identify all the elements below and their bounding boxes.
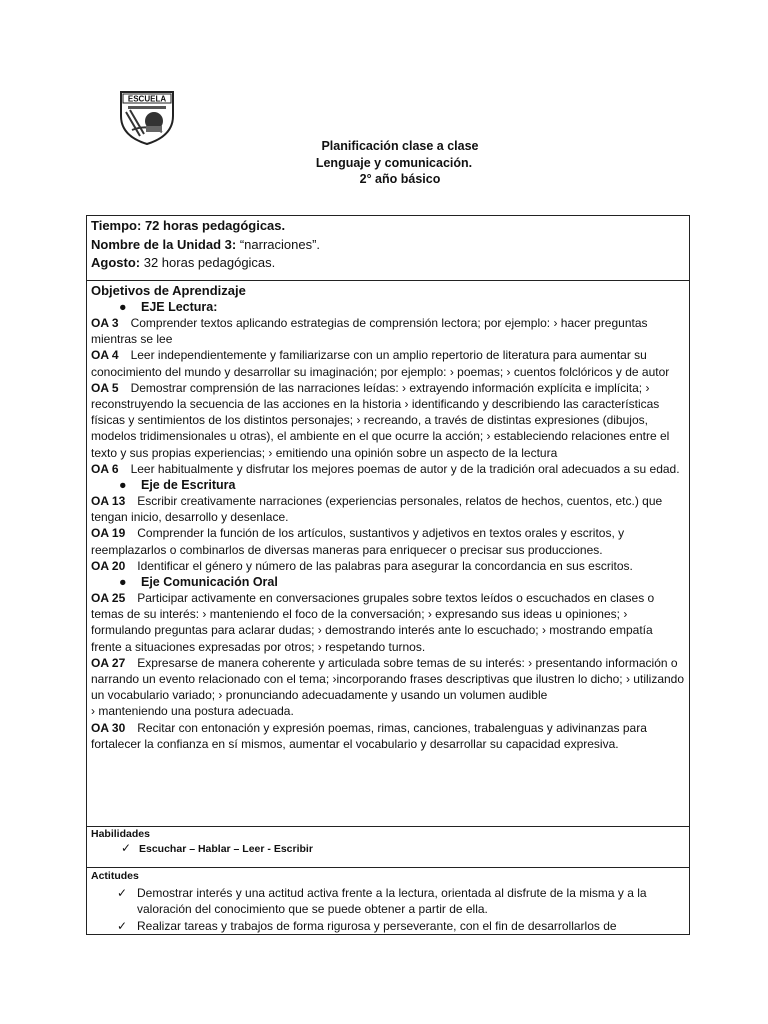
eje-comunicacion-oral: ● Eje Comunicación Oral <box>119 575 278 590</box>
check-icon: ✓ <box>121 841 132 855</box>
eje-lectura: ● EJE Lectura: <box>119 300 218 314</box>
objetivos-title: Objetivos de Aprendizaje <box>91 283 246 298</box>
unidad-line: Nombre de la Unidad 3: “narraciones”. <box>91 236 321 252</box>
habilidades-item: ✓ Escuchar – Hablar – Leer - Escribir <box>121 841 313 855</box>
objetivos-cell <box>87 281 690 827</box>
oa-item: OA 5 Demostrar comprensión de las narraciones leídas: › extrayendo información explícita e implícita; › reconstruyendo la secuencia de las acciones en la historia › identificando y describiendo las características físicas y sentimientos de los distintos personajes; › recreando, a través de distintas expresiones (dibujos, modelos tridimensionales u otras), el ambiente en el que ocurre la acción; › estableciendo relaciones entre el texto y sus propias experiencias; › emitiendo una opinión sobre un aspecto de la lectura <box>91 380 670 460</box>
tiempo-line: Tiempo: 72 horas pedagógicas. <box>91 218 286 233</box>
agosto-line: Agosto: 32 horas pedagógicas. <box>91 255 276 270</box>
school-crest-logo <box>118 90 176 146</box>
oa-item: OA 25 Participar activamente en conversaciones grupales sobre textos leídos o escuchados en clases o temas de su interés: › manteniendo el foco de la conversación; › expresando sus ideas u opiniones; › formulando preguntas para aclarar dudas; › demostrando interés ante lo escuchado; › mostrando empatía frente a situaciones expresadas por otros; › respetando turnos. <box>91 591 655 654</box>
check-icon: ✓ <box>117 918 128 933</box>
oa-item: › manteniendo una postura adecuada. <box>91 704 294 719</box>
oa-item: OA 4 Leer independientemente y familiarizarse con un amplio repertorio de literatura para aumentar su conocimiento del mundo y desarrollar su imaginación; por ejemplo: › poemas; › cuentos folclóricos y de autor <box>91 348 670 379</box>
check-icon: ✓ <box>117 885 128 900</box>
svg-text:ESCUELA: ESCUELA <box>127 94 167 104</box>
oa-item: OA 19 Comprender la función de los artículos, sustantivos y adjetivos en textos orales y escritos, y reemplazarlos o combinarlos de diversas maneras para enriquecer o precisar sus producciones. <box>91 526 625 557</box>
oa-item: OA 3 Comprender textos aplicando estrategias de comprensión lectora; por ejemplo: › hacer preguntas mientras se lee <box>91 316 648 347</box>
header-title: Planificación clase a clase <box>321 139 479 153</box>
planning-table <box>86 215 690 935</box>
oa-item: OA 13 Escribir creativamente narraciones (experiencias personales, relatos de hechos, cuentos, etc.) que tengan inicio, desarrollo y desenlace. <box>91 494 663 525</box>
oa-item: OA 30 Recitar con entonación y expresión poemas, rimas, canciones, trabalenguas y adivinanzas para fortalecer la confianza en sí mismos, aumentar el vocabulario y desarrollar su capacidad expresiva. <box>91 720 647 751</box>
actitudes-title: Actitudes <box>91 870 139 882</box>
actitudes-item: ✓ Demostrar interés y una actitud activa frente a la lectura, orientada al disfrute de la misma y a la valoración del conocimiento que se puede obtener a partir de ella. <box>117 885 647 916</box>
header-grade: 2° año básico <box>359 172 441 186</box>
habilidades-title: Habilidades <box>91 828 150 840</box>
actitudes-item: ✓ Realizar tareas y trabajos de forma rigurosa y perseverante, con el fin de desarrollarlos de <box>117 918 617 933</box>
habilidades-cell <box>87 827 690 868</box>
eje-escritura: ● Eje de Escritura <box>119 478 236 493</box>
header-subject: Lenguaje y comunicación. <box>315 155 473 170</box>
oa-item: OA 20 Identificar el género y número de las palabras para asegurar la concordancia en sus escritos. <box>91 558 633 573</box>
document-header <box>250 138 550 188</box>
oa-item: OA 27 Expresarse de manera coherente y articulada sobre temas de su interés: › presentando información o narrando un evento relacionado con el tema; ›incorporando frases descriptivas que ilustren lo dicho; › utilizando un vocabulario variado; › pronunciando adecuadamente y usando un volumen audible <box>91 655 685 703</box>
oa-item: OA 6 Leer habitualmente y disfrutar los mejores poemas de autor y de la tradición oral adecuados a su edad. <box>91 461 680 476</box>
info-cell <box>87 216 690 281</box>
actitudes-cell <box>87 868 690 935</box>
